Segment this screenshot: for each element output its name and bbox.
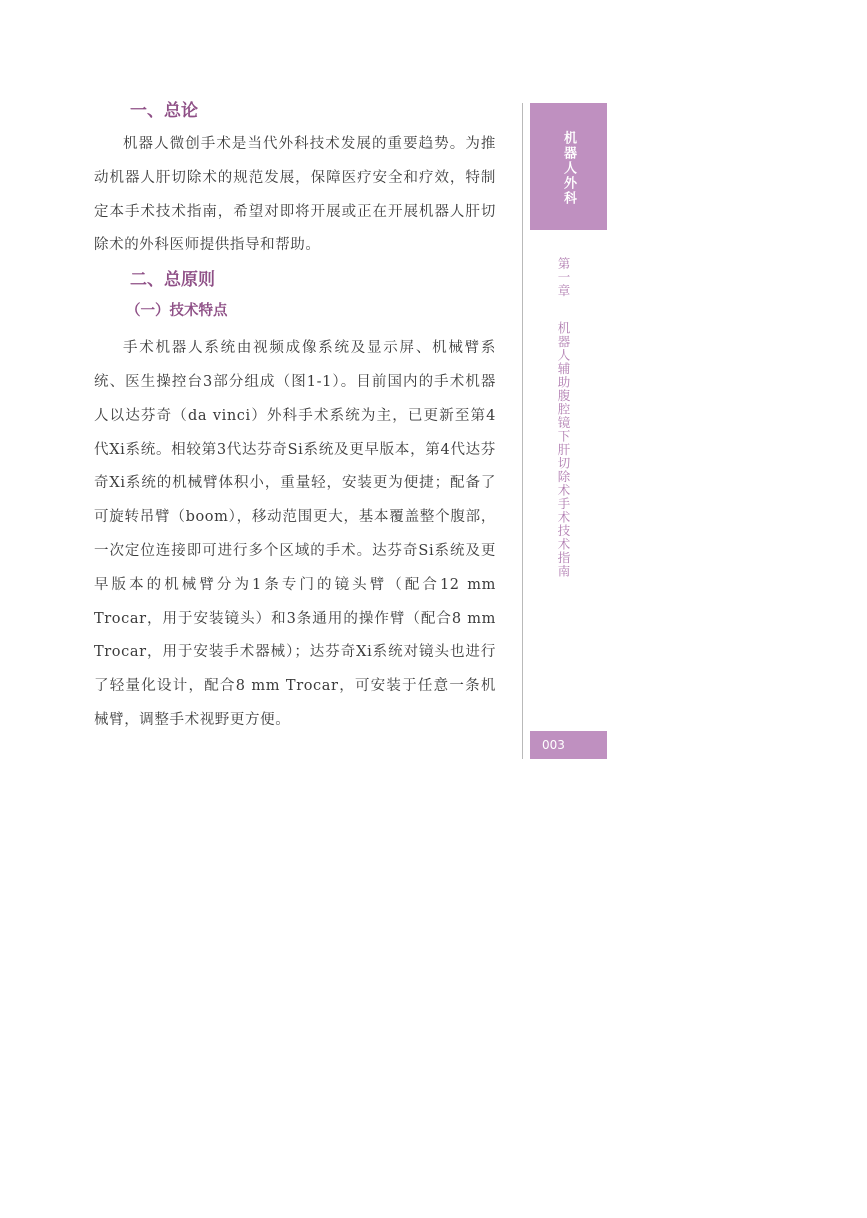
subsection-heading-technical-features: （一）技术特点 [126,303,228,320]
sidebar-divider [522,103,523,759]
chapter-label: 第一章 [556,257,571,298]
paragraph-technical-features: 手术机器人系统由视频成像系统及显示屏、机械臂系统、医生操控台3部分组成（图1-1）。目前国内的手术机器人以达芬奇（da vinci）外科手术系统为主，已更新至第4代Xi系统。相较第3代达芬奇Si系统及更早版本，第4代达芬奇Xi系统的机械臂体积小，重量轻，安装更为便捷；配备了可旋转吊臂（boom），移动范围更大，基本覆盖整个腹部，一次定位连接即可进行多个区域的手术。达芬奇Si系统及更早版本的机械臂分为1条专门的镜头臂（配合12 mm Trocar，用于安装镜头）和3条通用的操作臂（配合8 mm Trocar，用于安装手术器械）；达芬奇Xi系统对镜头也进行了轻量化设计，配合8 mm Trocar，可安装于任意一条机械臂，调整手术视野更方便。 [94,340,496,728]
main-text-column [94,96,496,738]
running-chapter-title [553,257,573,607]
book-title: 机器人外科 [561,131,576,206]
book-title-tab [530,103,607,230]
paragraph-general: 机器人微创手术是当代外科技术发展的重要趋势。为推动机器人肝切除术的规范发展，保障医疗安全和疗效，特制定本手术技术指南，希望对即将开展或正在开展机器人肝切除术的外科医师提供指导和帮助。 [94,136,496,254]
section-heading-general: 一、总论 [130,101,198,121]
section-heading-principles: 二、总原则 [130,270,215,291]
chapter-title: 机器人辅助腹腔镜下肝切除术手术技术指南 [556,321,571,578]
page-number: 003 [530,731,607,759]
